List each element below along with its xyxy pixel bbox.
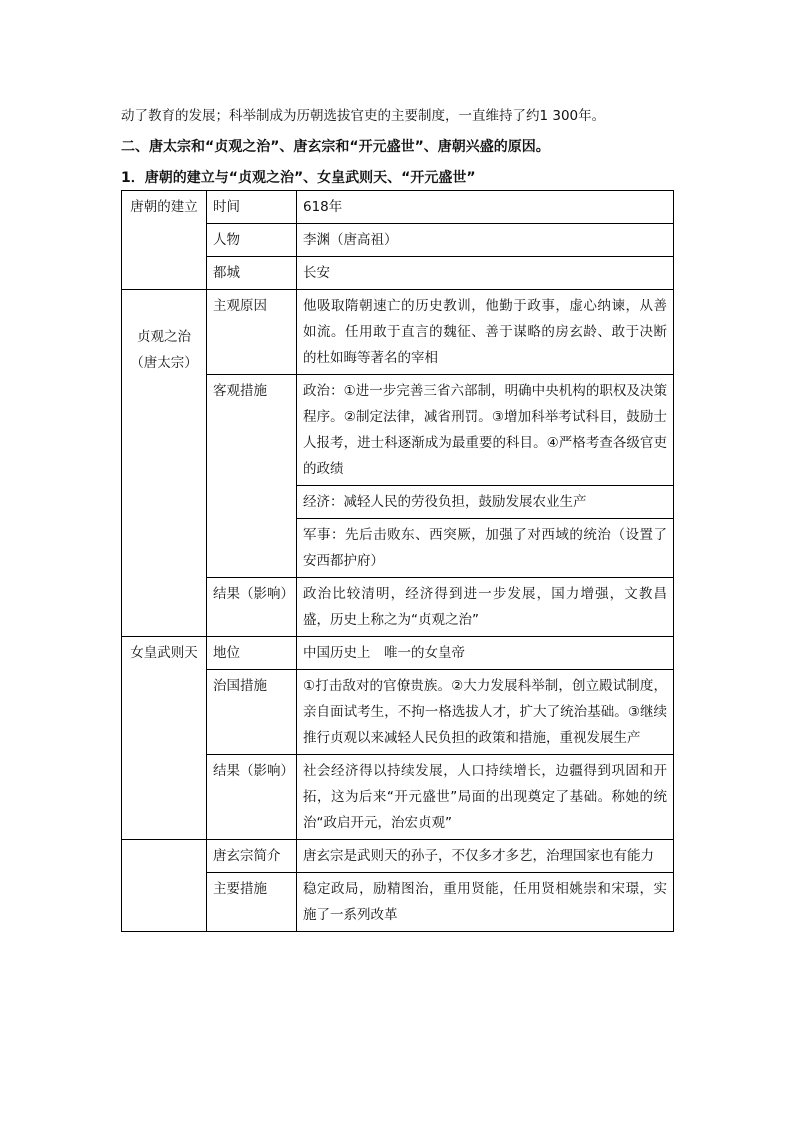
row-label: 唐玄宗简介 [207, 840, 297, 873]
subsection-heading: 1．唐朝的建立与“贞观之治”、女皇武则天、“开元盛世” [121, 170, 476, 186]
row-label: 主要措施 [207, 873, 297, 932]
category-title: 贞观之治 [137, 329, 191, 345]
category-founding: 唐朝的建立 [122, 191, 207, 290]
table-row [122, 191, 674, 224]
row-label: 地位 [207, 637, 297, 670]
row-value: 中国历史上 唯一的女皇帝 [297, 637, 674, 670]
category-zhenguan [122, 290, 207, 637]
row-label: 结果（影响） [207, 755, 297, 840]
row-value: 唐玄宗是武则天的孙子，不仅多才多艺，治理国家也有能力 [297, 840, 674, 873]
section-heading: 二、唐太宗和“贞观之治”、唐玄宗和“开元盛世”、唐朝兴盛的原因。 [121, 139, 550, 155]
row-label: 都城 [207, 257, 297, 290]
row-value: 社会经济得以持续发展，人口持续增长，边疆得到巩固和开拓，这为后来“开元盛世”局面的出现奠定了基础。称她的统治“政启开元，治宏贞观” [297, 755, 674, 840]
row-value: 李渊（唐高祖） [297, 224, 674, 257]
row-value: 军事：先后击败东、西突厥，加强了对西域的统治（设置了安西都护府） [297, 519, 674, 578]
row-value: 稳定政局，励精图治，重用贤能，任用贤相姚崇和宋璟，实施了一系列改革 [297, 873, 674, 932]
row-value: 政治比较清明，经济得到进一步发展，国力增强，文教昌盛，历史上称之为“贞观之治” [297, 578, 674, 637]
row-value: 他吸取隋朝速亡的历史教训，他勤于政事，虚心纳谏，从善如流。任用敢于直言的魏征、善于谋略的房玄龄、敢于决断的杜如晦等著名的宰相 [297, 290, 674, 375]
row-value: 长安 [297, 257, 674, 290]
table-row [122, 290, 674, 375]
category-kaiyuan [122, 840, 207, 932]
row-label: 人物 [207, 224, 297, 257]
row-value: 经济：减轻人民的劳役负担，鼓励发展农业生产 [297, 486, 674, 519]
summary-table [121, 190, 674, 932]
row-value: 618年 [297, 191, 674, 224]
intro-paragraph: 动了教育的发展；科举制成为历朝选拔官吏的主要制度，一直维持了约1 300年。 [121, 108, 606, 124]
row-label: 结果（影响） [207, 578, 297, 637]
row-value: 政治：①进一步完善三省六部制，明确中央机构的职权及决策程序。②制定法律，减省刑罚。③增加科举考试科目，鼓励士人报考，进士科逐渐成为最重要的科目。④严格考查各级官吏的政绩 [297, 375, 674, 486]
category-wuzetian: 女皇武则天 [122, 637, 207, 840]
row-label: 时间 [207, 191, 297, 224]
table-row [122, 840, 674, 873]
category-subtitle: （唐太宗） [130, 355, 198, 371]
row-label: 主观原因 [207, 290, 297, 375]
row-label: 治国措施 [207, 670, 297, 755]
row-value: ①打击敌对的官僚贵族。②大力发展科举制，创立殿试制度，亲自面试考生，不拘一格选拔人才，扩大了统治基础。③继续推行贞观以来减轻人民负担的政策和措施，重视发展生产 [297, 670, 674, 755]
row-label: 客观措施 [207, 375, 297, 578]
table-row [122, 637, 674, 670]
